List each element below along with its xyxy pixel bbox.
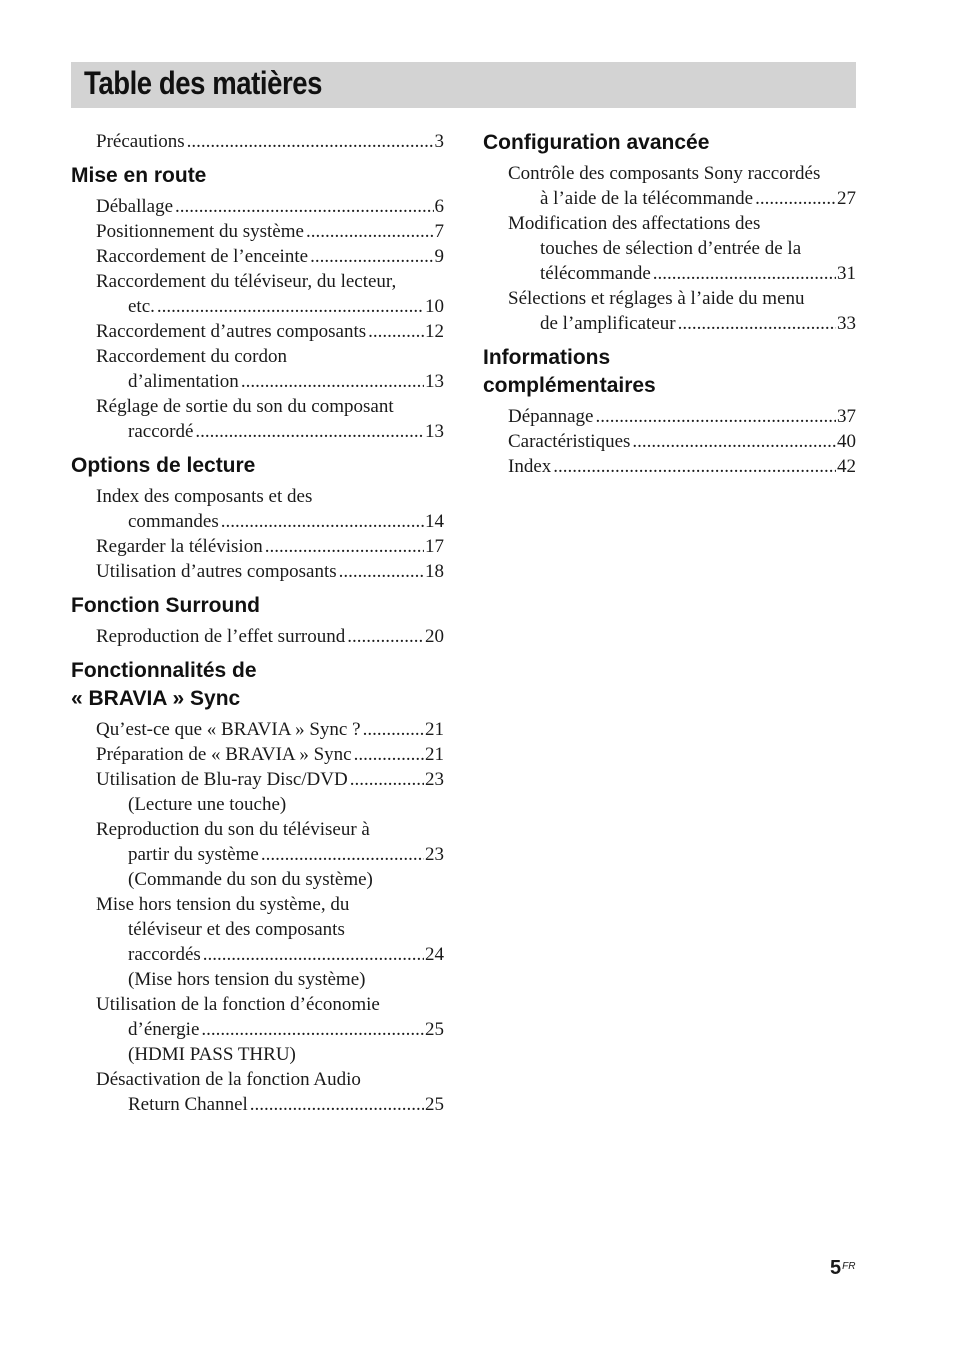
toc-page-number: 18 <box>425 561 444 582</box>
toc-entry[interactable] <box>96 344 444 394</box>
toc-entry[interactable] <box>96 319 444 344</box>
dot-leader <box>203 942 424 967</box>
section-spacer <box>71 584 444 592</box>
toc-entry-text: Raccordement de l’enceinte <box>96 246 309 267</box>
toc-entry-note: (Commande du son du système) <box>128 869 373 890</box>
toc-page-number: 21 <box>425 719 444 740</box>
page-number-suffix: FR <box>842 1261 856 1272</box>
toc-entry-line <box>96 269 444 294</box>
dot-leader <box>310 244 433 269</box>
toc-entry[interactable] <box>508 454 856 479</box>
section-heading: Configuration avancée <box>483 131 710 154</box>
toc-entry-text: Reproduction de l’effet surround <box>96 626 346 647</box>
toc-entry-line <box>96 484 444 509</box>
toc-entry-text: Index <box>508 456 552 477</box>
toc-entry-line <box>508 211 856 236</box>
toc-entry[interactable] <box>508 211 856 286</box>
toc-entry[interactable] <box>508 161 856 211</box>
toc-page-number: 13 <box>425 371 444 392</box>
toc-entry-text: Mise hors tension du système, du <box>96 894 350 915</box>
toc-entry-line <box>96 244 444 269</box>
toc-entry-text: etc. <box>128 296 155 317</box>
toc-entry-text: de l’amplificateur <box>540 313 676 334</box>
toc-entry[interactable] <box>96 219 444 244</box>
toc-entry-line <box>96 419 444 444</box>
dot-leader <box>250 1092 424 1117</box>
dot-leader <box>261 842 424 867</box>
toc-entry-note: (Mise hors tension du système) <box>128 969 366 990</box>
toc-entry-line <box>508 236 856 261</box>
toc-entry[interactable] <box>508 429 856 454</box>
toc-page-number: 20 <box>425 626 444 647</box>
toc-page-number: 25 <box>425 1019 444 1040</box>
section-spacer <box>71 649 444 657</box>
dot-leader <box>201 1017 424 1042</box>
toc-entry-text: Contrôle des composants Sony raccordés <box>508 163 821 184</box>
toc-page-number: 21 <box>425 744 444 765</box>
toc-entry-text: commandes <box>128 511 219 532</box>
toc-entry-line <box>96 294 444 319</box>
toc-page-number: 33 <box>837 313 856 334</box>
toc-entry-text: Raccordement du téléviseur, du lecteur, <box>96 271 397 292</box>
toc-entry-text: Modification des affectations des <box>508 213 761 234</box>
toc-entry[interactable] <box>96 742 444 767</box>
toc-entry-text: Reproduction du son du téléviseur à <box>96 819 370 840</box>
toc-entry[interactable] <box>96 1067 444 1117</box>
toc-entry-line <box>96 1017 444 1042</box>
toc-entry-precautions[interactable] <box>96 129 444 154</box>
toc-entry-line <box>96 942 444 967</box>
toc-entry-line <box>96 817 444 842</box>
toc-entry-text: Regarder la télévision <box>96 536 263 557</box>
toc-page-number: 23 <box>425 844 444 865</box>
dot-leader <box>157 294 424 319</box>
section-spacer <box>71 444 444 452</box>
toc-entry-line <box>96 219 444 244</box>
toc-entry-line <box>508 454 856 479</box>
toc-entry[interactable] <box>96 534 444 559</box>
toc-entry-line <box>96 369 444 394</box>
toc-entry-line <box>508 261 856 286</box>
toc-entry-text: Raccordement du cordon <box>96 346 287 367</box>
dot-leader <box>350 767 424 792</box>
dot-leader <box>678 311 836 336</box>
dot-leader <box>553 454 836 479</box>
toc-page-number: 42 <box>837 456 856 477</box>
dot-leader <box>195 419 424 444</box>
toc-entry-note: (HDMI PASS THRU) <box>128 1044 296 1065</box>
toc-entry-line <box>96 194 444 219</box>
section-spacer <box>483 336 856 344</box>
toc-entry-line <box>96 767 444 792</box>
dot-leader <box>347 624 424 649</box>
toc-entry-line <box>96 534 444 559</box>
toc-entry-text: Précautions <box>96 131 185 152</box>
toc-entry-text: touches de sélection d’entrée de la <box>540 238 802 259</box>
toc-entry-text: Utilisation de la fonction d’économie <box>96 994 380 1015</box>
toc-entry-line <box>508 186 856 211</box>
toc-page-number: 31 <box>837 263 856 284</box>
toc-entry[interactable] <box>96 624 444 649</box>
toc-entry-text: téléviseur et des composants <box>128 919 345 940</box>
toc-entry-text: Déballage <box>96 196 174 217</box>
toc-entry[interactable] <box>96 717 444 742</box>
toc-entry-line <box>96 129 444 154</box>
toc-entry-line <box>96 892 444 917</box>
page-number <box>830 1257 854 1280</box>
toc-page-number: 3 <box>434 131 444 152</box>
toc-entry-text: raccordé <box>128 421 194 442</box>
toc-entry-text: d’alimentation <box>128 371 239 392</box>
toc-entry-text: Utilisation de Blu-ray Disc/DVD <box>96 769 348 790</box>
toc-page-number: 37 <box>837 406 856 427</box>
section-heading-line2: complémentaires <box>483 374 656 397</box>
toc-page-number: 12 <box>425 321 444 342</box>
dot-leader <box>632 429 836 454</box>
dot-leader <box>187 129 434 154</box>
toc-entry-line <box>96 917 444 942</box>
toc-page-number: 40 <box>837 431 856 452</box>
dot-leader <box>221 509 424 534</box>
toc-entry-text: Qu’est-ce que « BRAVIA » Sync ? <box>96 719 361 740</box>
dot-leader <box>368 319 424 344</box>
dot-leader <box>755 186 836 211</box>
toc-entry-line <box>96 1067 444 1092</box>
toc-page-number: 14 <box>425 511 444 532</box>
toc-entry-text: Préparation de « BRAVIA » Sync <box>96 744 352 765</box>
toc-entry[interactable] <box>96 244 444 269</box>
title-bar <box>71 62 856 108</box>
toc-page-number: 23 <box>425 769 444 790</box>
toc-entry-text: Index des composants et des <box>96 486 313 507</box>
toc-entry-line <box>96 1092 444 1117</box>
toc-entry[interactable] <box>96 484 444 534</box>
toc-entry-line <box>508 429 856 454</box>
toc-entry-line <box>96 842 444 867</box>
toc-page-number: 6 <box>434 196 444 217</box>
toc-entry-text: Return Channel <box>128 1094 248 1115</box>
section-heading: Options de lecture <box>71 454 256 477</box>
section-heading-line2: « BRAVIA » Sync <box>71 687 241 710</box>
dot-leader <box>265 534 424 559</box>
toc-entry[interactable] <box>508 404 856 429</box>
section-heading: Informations <box>483 346 611 369</box>
toc-entry-line <box>96 344 444 369</box>
toc-page-number: 10 <box>425 296 444 317</box>
toc-entry[interactable] <box>96 269 444 319</box>
toc-entry[interactable] <box>96 559 444 584</box>
toc-entry[interactable] <box>96 892 444 992</box>
toc-entry-text: Dépannage <box>508 406 594 427</box>
toc-entry-line <box>508 404 856 429</box>
toc-entry-line <box>96 624 444 649</box>
toc-entry[interactable] <box>508 286 856 336</box>
toc-entry-text: Positionnement du système <box>96 221 304 242</box>
toc-entry-text: Désactivation de la fonction Audio <box>96 1069 361 1090</box>
section-heading: Fonction Surround <box>71 594 260 617</box>
dot-leader <box>653 261 836 286</box>
toc-entry-text: Sélections et réglages à l’aide du menu <box>508 288 805 309</box>
toc-page-number: 17 <box>425 536 444 557</box>
toc-entry-line <box>96 319 444 344</box>
dot-leader <box>306 219 434 244</box>
toc-left-column <box>71 129 444 1117</box>
toc-entry[interactable] <box>96 992 444 1067</box>
page-number-value: 5 <box>830 1257 842 1279</box>
dot-leader <box>175 194 433 219</box>
toc-entry-line <box>96 394 444 419</box>
toc-right-column <box>483 129 856 479</box>
dot-leader <box>363 717 424 742</box>
toc-page-number: 13 <box>425 421 444 442</box>
toc-page-number: 25 <box>425 1094 444 1115</box>
toc-page-number: 7 <box>434 221 444 242</box>
toc-entry-text: Raccordement d’autres composants <box>96 321 367 342</box>
toc-entry[interactable] <box>96 817 444 892</box>
toc-entry-line <box>96 559 444 584</box>
toc-entry-line <box>508 311 856 336</box>
toc-entry-note: (Lecture une touche) <box>128 794 287 815</box>
toc-entry-text: raccordés <box>128 944 201 965</box>
toc-entry-text: Utilisation d’autres composants <box>96 561 337 582</box>
section-heading: Mise en route <box>71 164 207 187</box>
toc-entry-line <box>96 742 444 767</box>
toc-entry-line <box>96 509 444 534</box>
toc-entry-text: à l’aide de la télécommande <box>540 188 754 209</box>
toc-entry-line <box>508 161 856 186</box>
dot-leader <box>241 369 424 394</box>
section-spacer <box>71 154 444 162</box>
dot-leader <box>354 742 424 767</box>
page-title: Table des matières <box>84 65 323 101</box>
toc-entry-line <box>508 286 856 311</box>
toc-entry-text: partir du système <box>128 844 259 865</box>
toc-entry-text: télécommande <box>540 263 651 284</box>
dot-leader <box>595 404 836 429</box>
toc-entry-text: d’énergie <box>128 1019 200 1040</box>
toc-entry[interactable] <box>96 767 444 817</box>
toc-entry[interactable] <box>96 194 444 219</box>
toc-page-number: 9 <box>434 246 444 267</box>
dot-leader <box>339 559 424 584</box>
toc-entry-line <box>96 717 444 742</box>
toc-entry-text: Caractéristiques <box>508 431 631 452</box>
toc-page-number: 24 <box>425 944 444 965</box>
toc-entry-line <box>96 992 444 1017</box>
section-heading: Fonctionnalités de <box>71 659 257 682</box>
toc-page-number: 27 <box>837 188 856 209</box>
toc-entry-text: Réglage de sortie du son du composant <box>96 396 394 417</box>
toc-entry[interactable] <box>96 394 444 444</box>
